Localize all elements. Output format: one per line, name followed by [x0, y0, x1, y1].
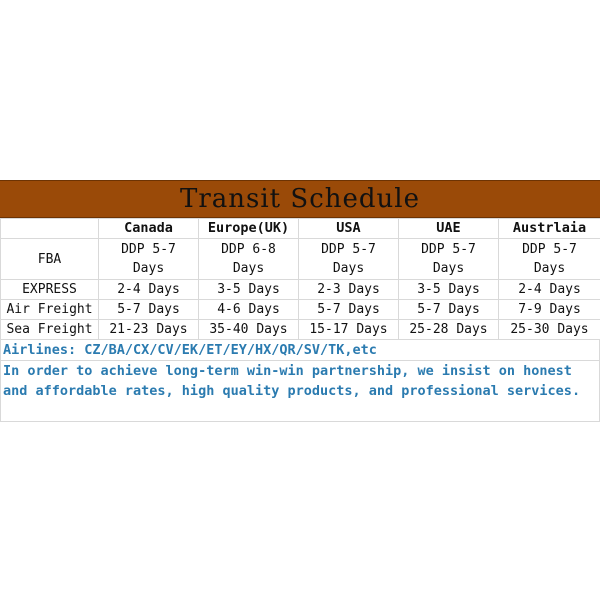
transit-schedule-sheet: [0, 180, 600, 422]
header-canada: Canada: [99, 219, 199, 239]
header-usa: USA: [299, 219, 399, 239]
table-cell: 25-28 Days: [399, 320, 499, 340]
row-express: [1, 280, 600, 300]
table-cell: 3-5 Days: [199, 280, 299, 300]
row-label: Air Freight: [1, 300, 99, 320]
cell-fba-canada: DDP 5-7 Days: [99, 239, 199, 280]
row-fba: [1, 239, 600, 280]
header-australia: Austrlaia: [499, 219, 600, 239]
schedule-title: Transit Schedule: [0, 180, 600, 218]
table-cell: 2-4 Days: [99, 280, 199, 300]
header-row: [1, 219, 600, 239]
table-cell: 7-9 Days: [499, 300, 600, 320]
header-europe-uk: Europe(UK): [199, 219, 299, 239]
row-label: Sea Freight: [1, 320, 99, 340]
table-cell: 15-17 Days: [299, 320, 399, 340]
table-cell: 5-7 Days: [299, 300, 399, 320]
table-cell: 2-3 Days: [299, 280, 399, 300]
table-cell: 35-40 Days: [199, 320, 299, 340]
row-label: EXPRESS: [1, 280, 99, 300]
airlines-note: Airlines: CZ/BA/CX/CV/EK/ET/EY/HX/QR/SV/TK,etc: [0, 340, 600, 361]
cell-fba-usa: DDP 5-7 Days: [299, 239, 399, 280]
table-cell: 3-5 Days: [399, 280, 499, 300]
cell-fba-europe: DDP 6-8 Days: [199, 239, 299, 280]
schedule-table: [0, 218, 600, 340]
cell-fba-australia: DDP 5-7 Days: [499, 239, 600, 280]
table-cell: 21-23 Days: [99, 320, 199, 340]
header-uae: UAE: [399, 219, 499, 239]
cell-fba-uae: DDP 5-7 Days: [399, 239, 499, 280]
row-label: FBA: [1, 239, 99, 280]
row-air-freight: [1, 300, 600, 320]
table-cell: 25-30 Days: [499, 320, 600, 340]
table-cell: 5-7 Days: [99, 300, 199, 320]
table-cell: 4-6 Days: [199, 300, 299, 320]
table-cell: 5-7 Days: [399, 300, 499, 320]
row-sea-freight: [1, 320, 600, 340]
table-cell: 2-4 Days: [499, 280, 600, 300]
header-corner: [1, 219, 99, 239]
partnership-note: In order to achieve long-term win-win partnership, we insist on honest and affordable rates, high quality products, and professional services.: [0, 361, 600, 422]
